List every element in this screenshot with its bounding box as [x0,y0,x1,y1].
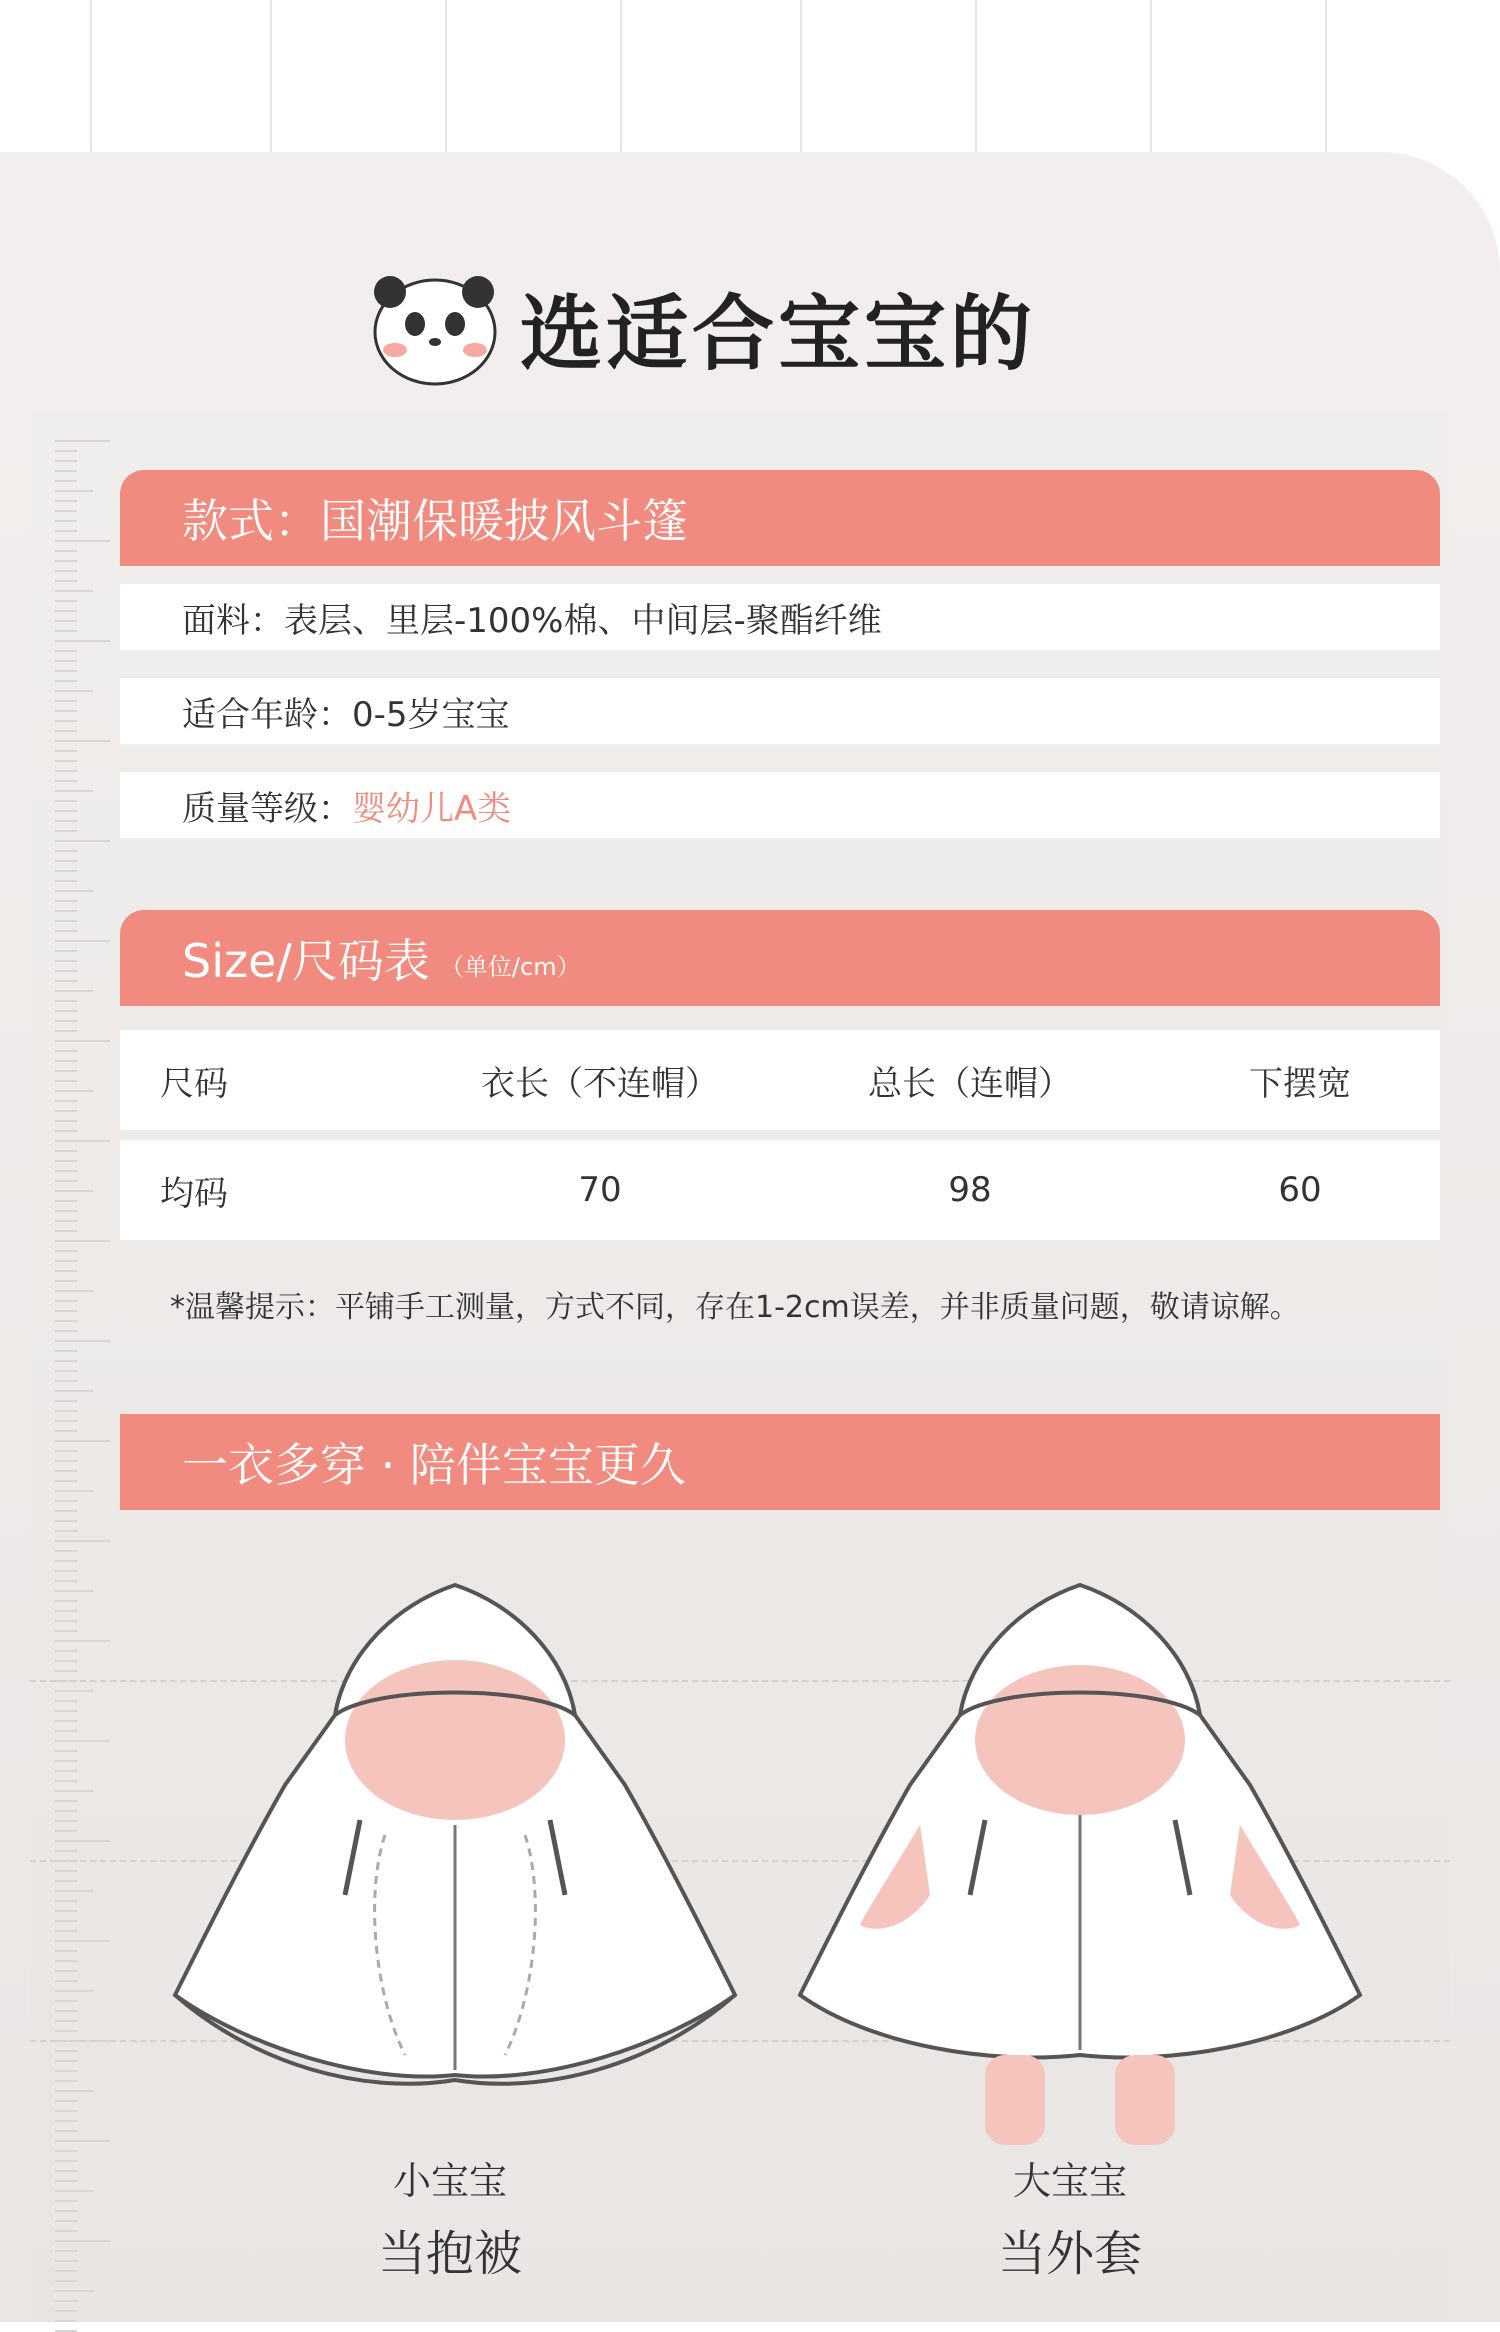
ruler-tick [55,1610,77,1612]
table-row [120,1140,1440,1240]
ruler-tick [55,1150,77,1152]
ruler-tick [55,1360,77,1362]
ruler-tick [55,1540,110,1542]
ruler-tick [55,460,77,462]
coat-cape-illustration [790,1575,1370,2155]
cell-hem-width: 60 [1278,1170,1322,1210]
ruler-tick [55,1100,77,1102]
ruler-tick [55,2270,77,2272]
ruler-tick [55,960,77,962]
ruler-tick [55,1890,93,1892]
ruler-tick [55,1830,77,1832]
ruler-tick [55,510,77,512]
ruler-tick [55,2220,77,2222]
ruler-tick [55,1330,77,1332]
ruler-tick [55,1050,77,1052]
size-note: *温馨提示：平铺手工测量，方式不同，存在1-2cm误差，并非质量问题，敬请谅解。 [170,1290,1300,1325]
ruler-tick [55,1470,77,1472]
size-heading: Size/尺码表 [182,934,430,988]
ruler-tick [55,1160,77,1162]
ruler-tick [55,1450,77,1452]
ruler-tick [55,1060,77,1062]
ruler-tick [55,670,77,672]
ruler-tick [55,2100,77,2102]
ruler-tick [55,2290,93,2292]
ruler-tick [55,2200,77,2202]
ruler-tick [55,1350,77,1352]
ruler-tick [55,650,77,652]
ruler-tick [55,1820,77,1822]
ruler-tick [55,970,77,972]
usage-item-2 [950,2150,1190,2284]
ruler-tick [55,1280,77,1282]
ruler-tick [55,440,110,442]
ruler-tick [55,1720,77,1722]
ruler-tick [55,1190,93,1192]
col-size: 尺码 [160,1063,228,1104]
ruler-tick [55,2000,77,2002]
ruler-tick [55,1120,77,1122]
ruler-tick [55,1170,77,1172]
ruler-tick [55,1560,77,1562]
ruler-tick [55,1910,77,1912]
ruler-tick [55,1200,77,1202]
col-hem-width: 下摆宽 [1249,1063,1351,1104]
ruler-tick [55,660,77,662]
ruler-tick [55,1430,77,1432]
ruler-tick [55,600,77,602]
ruler-tick [55,530,77,532]
ruler-tick [55,1040,110,1042]
spec-heading-bar [120,470,1440,566]
ruler-tick [55,1590,93,1592]
ruler-tick [55,1070,77,1072]
ruler-tick [55,700,77,702]
ruler-tick [55,990,93,992]
ruler-tick [55,1870,77,1872]
ruler-tick [55,1660,77,1662]
ruler-tick [55,1400,77,1402]
cell-size: 均码 [160,1173,228,1214]
ruler-tick [55,540,110,542]
ruler-tick [55,930,77,932]
ruler-tick [55,490,93,492]
ruler-tick [55,1700,77,1702]
ruler-tick [55,1960,77,1962]
usage-small-label: 大宝宝 [1012,2159,1127,2203]
ruler-tick [55,890,93,892]
ruler-tick [55,2050,77,2052]
ruler-tick [55,500,77,502]
spec-row-fabric [120,584,1440,650]
ruler-tick [55,830,77,832]
ruler-tick [55,1600,77,1602]
ruler-tick [55,2150,77,2152]
ruler-tick [55,820,77,822]
ruler-tick [55,570,77,572]
ruler-tick [55,1020,77,1022]
ruler-tick [55,780,77,782]
ruler-tick [55,2030,77,2032]
ruler-tick [55,1940,110,1942]
ruler-tick [55,1580,77,1582]
ruler-tick [55,810,77,812]
spec-row-age [120,678,1440,744]
usage-small-label: 小宝宝 [392,2159,507,2203]
ruler-tick [55,940,110,942]
ruler-tick [55,790,93,792]
ruler-tick [55,2130,77,2132]
ruler-tick [55,1510,77,1512]
ruler-tick [55,2300,77,2302]
ruler-tick [55,980,77,982]
ruler-tick [55,1950,77,1952]
ruler-tick [55,1530,77,1532]
ruler-tick [55,1090,93,1092]
ruler-tick [55,1850,77,1852]
quality-value: 婴幼儿A类 [352,788,512,829]
ruler-tick [55,2180,77,2182]
size-table-header [120,1030,1440,1130]
page-title: 选适合宝宝的 [520,286,1037,382]
ruler-tick [55,1210,77,1212]
ruler-tick [55,2250,77,2252]
ruler-tick [55,630,77,632]
ruler-tick [55,1260,77,1262]
ruler-tick [55,680,77,682]
size-unit: （单位/cm） [439,952,581,981]
ruler-tick [55,1900,77,1902]
ruler-tick [55,880,77,882]
ruler-tick [55,690,93,692]
ruler-tick [55,610,77,612]
ruler-tick [55,910,77,912]
ruler-tick [55,2020,77,2022]
cell-length: 70 [578,1170,622,1210]
ruler-tick [55,1630,77,1632]
ruler-tick [55,740,110,742]
ruler-tick [55,560,77,562]
ruler-tick [55,1080,77,1082]
ruler-tick [55,920,77,922]
ruler-tick [55,710,77,712]
ruler-tick [55,1440,110,1442]
quality-label: 质量等级： [182,788,352,829]
usage-big-label: 当抱被 [377,2226,522,2282]
ruler-tick [55,1690,93,1692]
ruler-tick [55,1460,77,1462]
ruler-tick [55,1030,77,1032]
header [360,262,1036,392]
size-heading-bar [120,910,1440,1006]
ruler-tick [55,2240,110,2242]
ruler-tick [55,640,110,642]
ruler-tick [55,950,77,952]
ruler-tick [55,1010,77,1012]
ruler-tick [55,2190,93,2192]
ruler-tick [55,1310,77,1312]
ruler-tick [55,900,77,902]
col-length: 衣长（不连帽） [481,1063,719,1104]
ruler-tick [55,1650,77,1652]
ruler-tick [55,550,77,552]
ruler-tick [55,620,77,622]
ruler-tick [55,2110,77,2112]
ruler-tick [55,750,77,752]
ruler-tick [55,2160,77,2162]
ruler-tick [55,850,77,852]
ruler-tick [55,1390,93,1392]
ruler-tick [55,1420,77,1422]
ruler-tick [55,1880,77,1882]
ruler-tick [55,1790,93,1792]
ruler-tick [55,1320,77,1322]
panda-icon [360,262,510,392]
ruler-tick [55,2080,77,2082]
ruler-tick [55,2090,93,2092]
ruler-ticks [55,440,115,2320]
ruler-tick [55,860,77,862]
ruler-tick [55,2230,77,2232]
ruler-tick [55,730,77,732]
spec-heading: 款式：国潮保暖披风斗篷 [182,494,688,548]
ruler-tick [55,1780,77,1782]
ruler-tick [55,1270,77,1272]
ruler-tick [55,1300,77,1302]
cell-total-length: 98 [948,1170,992,1210]
fabric-label: 面料：表层、里层-100%棉、中间层-聚酯纤维 [182,600,882,641]
col-total-length: 总长（连帽） [868,1063,1072,1104]
ruler-tick [55,2280,77,2282]
ruler-tick [55,1770,77,1772]
ruler-tick [55,1230,77,1232]
age-label: 适合年龄：0-5岁宝宝 [182,694,510,735]
top-decor [0,0,1500,152]
usage-big-label: 当外套 [997,2226,1142,2282]
ruler-tick [55,720,77,722]
ruler-tick [55,1180,77,1182]
ruler-tick [55,1670,77,1672]
ruler-tick [55,1240,110,1242]
ruler-tick [55,590,93,592]
ruler-tick [55,2060,77,2062]
ruler-tick [55,2260,77,2262]
ruler-tick [55,1990,93,1992]
ruler-tick [55,1340,110,1342]
blanket-cape-illustration [165,1575,745,2105]
ruler-tick [55,2210,77,2212]
ruler-tick [55,580,77,582]
ruler-tick [55,1640,110,1642]
ruler-tick [55,2070,77,2072]
usage-item-1 [330,2150,570,2284]
ruler-tick [55,800,77,802]
usage-heading-bar [120,1414,1440,1510]
ruler-tick [55,840,110,842]
ruler-tick [55,1130,77,1132]
ruler-tick [55,1110,77,1112]
spec-row-quality [120,772,1440,838]
ruler-tick [55,1250,77,1252]
ruler-tick [55,2120,77,2122]
usage-heading: 一衣多穿 · 陪伴宝宝更久 [182,1438,686,1492]
ruler-tick [55,2140,110,2142]
ruler-tick [55,1380,77,1382]
ruler-tick [55,1490,93,1492]
ruler-tick [55,1620,77,1622]
ruler-tick [55,1930,77,1932]
ruler-tick [55,1140,110,1142]
ruler-tick [55,1000,77,1002]
ruler-tick [55,480,77,482]
ruler-tick [55,1550,77,1552]
ruler-tick [55,1800,77,1802]
ruler-tick [55,1750,77,1752]
ruler-tick [55,1970,77,1972]
ruler-tick [55,2010,77,2012]
ruler-tick [55,1220,77,1222]
ruler-tick [55,1500,77,1502]
ruler-tick [55,1920,77,1922]
ruler-tick [55,1840,110,1842]
ruler-tick [55,450,77,452]
ruler-tick [55,2310,77,2312]
ruler-tick [55,1980,77,1982]
ruler-tick [55,1570,77,1572]
ruler-tick [55,1370,77,1372]
ruler-tick [55,1480,77,1482]
ruler-tick [55,520,77,522]
ruler-tick [55,1760,77,1762]
ruler-tick [55,1740,110,1742]
ruler-tick [55,1710,77,1712]
ruler-tick [55,1730,77,1732]
ruler-tick [55,1290,93,1292]
ruler-tick [55,870,77,872]
ruler-tick [55,2170,77,2172]
ruler-tick [55,770,77,772]
ruler-tick [55,1520,77,1522]
ruler-tick [55,470,77,472]
ruler-tick [55,760,77,762]
ruler-tick [55,1410,77,1412]
ruler-tick [55,1810,77,1812]
